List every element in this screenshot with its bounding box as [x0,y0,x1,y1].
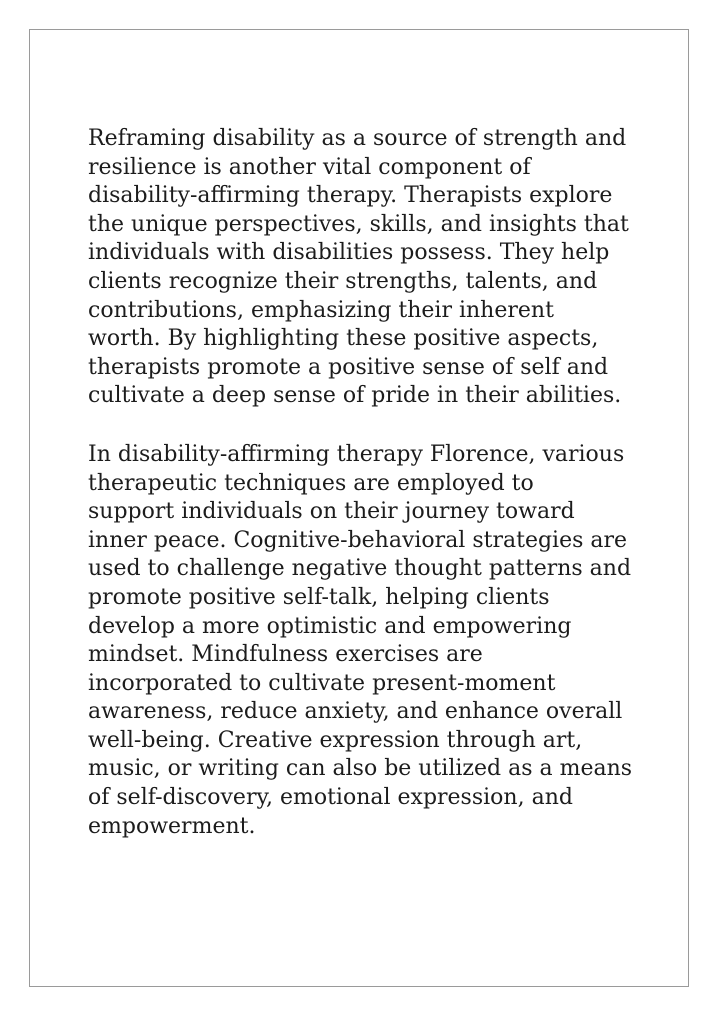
text-line: promote positive self-talk, helping clients [88,584,550,610]
text-line: individuals with disabilities possess. They help [88,240,610,266]
text-line: clients recognize their strengths, talents, and [88,268,598,294]
text-line: incorporated to cultivate present-moment [88,670,556,696]
text-line: the unique perspectives, skills, and insights that [88,211,629,237]
text-line: used to challenge negative thought patterns and [88,556,632,582]
text-line: worth. By highlighting these positive aspects, [88,326,599,352]
text-line: mindset. Mindfulness exercises are [88,642,483,668]
text-line: develop a more optimistic and empowering [88,613,572,639]
text-line: empowerment. [88,813,256,839]
text-line: contributions, emphasizing their inherent [88,297,554,323]
text-line: In disability-affirming therapy Florence, various [88,441,625,467]
paragraph-reframing-disability [88,125,648,411]
text-line: Reframing disability as a source of strength and [88,126,627,151]
text-line: disability-affirming therapy. Therapists explore [88,183,613,209]
text-line: of self-discovery, emotional expression, and [88,785,573,811]
text-line: well-being. Creative expression through art, [88,727,583,753]
text-line: cultivate a deep sense of pride in their abilities. [88,383,622,409]
document-body [88,125,648,841]
text-line: support individuals on their journey toward [88,499,575,525]
text-line: music, or writing can also be utilized as a means [88,756,633,782]
text-line: therapists promote a positive sense of self and [88,354,609,380]
text-line: awareness, reduce anxiety, and enhance overall [88,699,623,725]
text-line: inner peace. Cognitive-behavioral strategies are [88,527,628,553]
text-line: therapeutic techniques are employed to [88,470,534,496]
text-line: resilience is another vital component of [88,154,531,180]
paragraph-therapeutic-techniques [88,441,648,841]
